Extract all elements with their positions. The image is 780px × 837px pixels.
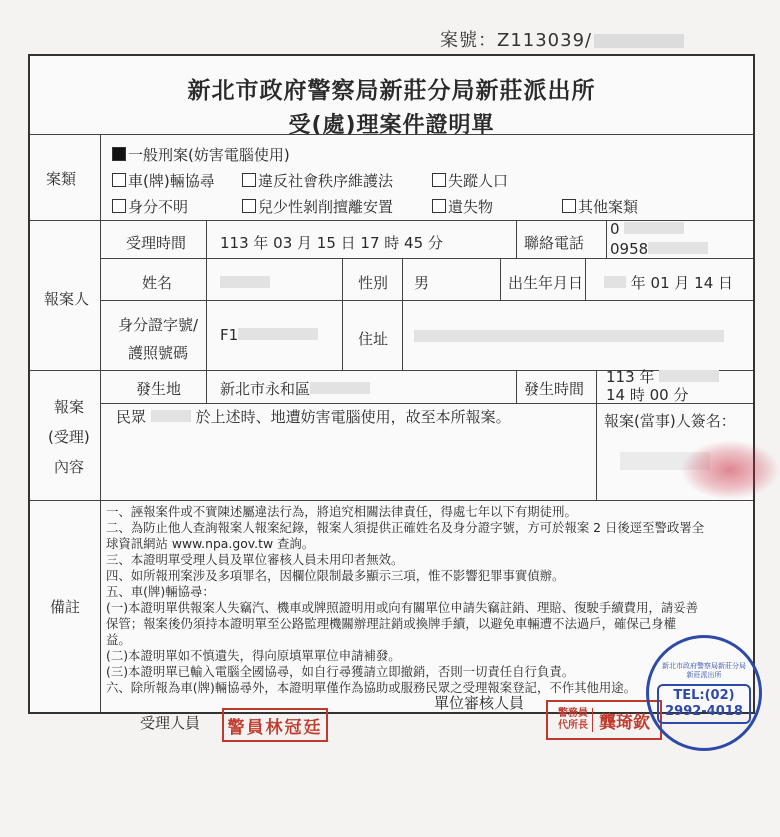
occur-time-line2: 14 時 00 分 bbox=[606, 386, 689, 404]
option-label: 遺失物 bbox=[448, 198, 494, 216]
office-title: 新北市政府警察局新莊分局新莊派出所 bbox=[187, 78, 596, 104]
remark-line: (一)本證明單供報案人失竊汽、機車或牌照證明用或向有關單位申請失竊註銷、理賠、復駛手續費用，請妥善 bbox=[106, 600, 699, 615]
remark-line: 益。 bbox=[106, 632, 131, 647]
occur-date-text: 113 年 bbox=[606, 368, 655, 386]
address-value bbox=[414, 328, 724, 346]
reporter-label: 報案人 bbox=[44, 290, 90, 308]
place-text: 新北市永和區 bbox=[220, 380, 311, 398]
birth-value bbox=[604, 272, 733, 293]
phone-digits: 0958 bbox=[610, 240, 649, 258]
checkbox-icon bbox=[242, 173, 256, 187]
seal-tel-number: 2992-4018 bbox=[665, 704, 743, 719]
remark-line: 一、誣報案件或不實陳述屬違法行為，將追究相關法律責任，得處七年以下有期徒刑。 bbox=[106, 504, 577, 519]
phone-value-2 bbox=[610, 240, 708, 258]
receiver-label: 受理人員 bbox=[140, 714, 201, 732]
redacted-case-number bbox=[594, 34, 684, 48]
police-station-seal bbox=[646, 635, 762, 751]
redacted-name bbox=[220, 276, 270, 288]
checkbox-icon bbox=[242, 199, 256, 213]
remark-line: (二)本證明單如不慎遺失，得向原填單單位申請補發。 bbox=[106, 648, 401, 663]
reviewer-title-2: 代所長 bbox=[558, 720, 588, 731]
form-title: 受(處)理案件證明單 bbox=[288, 113, 495, 138]
redacted-place bbox=[310, 382, 370, 394]
receiver-stamp: 警員林冠廷 bbox=[222, 708, 328, 742]
report-label-1: 報案 bbox=[54, 398, 85, 416]
remark-line: 三、本證明單受理人員及單位審核人員未用印者無效。 bbox=[106, 552, 404, 567]
option-social-order[interactable] bbox=[242, 170, 393, 191]
signature-smear bbox=[680, 440, 780, 500]
redacted-name bbox=[151, 410, 191, 422]
reviewer-label: 單位審核人員 bbox=[434, 694, 525, 712]
accept-time-label: 受理時間 bbox=[126, 234, 187, 252]
accept-time-value: 113 年 03 月 15 日 17 時 45 分 bbox=[220, 234, 443, 252]
checkbox-icon bbox=[112, 173, 126, 187]
case-number: 案號：Z113039/ bbox=[440, 26, 684, 52]
option-lost-item[interactable] bbox=[432, 196, 493, 217]
place-label: 發生地 bbox=[136, 380, 182, 398]
option-other[interactable] bbox=[562, 196, 638, 217]
option-vehicle-search[interactable] bbox=[112, 170, 215, 191]
redacted-id bbox=[238, 328, 318, 340]
reviewer-name: 龔琦欽 bbox=[599, 712, 650, 733]
option-label: 身分不明 bbox=[128, 198, 189, 216]
name-label: 姓名 bbox=[142, 274, 173, 292]
remark-line: 二、為防止他人查詢報案人報案紀錄，報案人須提供正確姓名及身分證字號，方可於報案 2 日後逕至警政署全 bbox=[106, 520, 705, 535]
remark-line: 四、如所報刑案涉及多項罪名，因欄位限制最多顯示三項，惟不影響犯罪事實偵辦。 bbox=[106, 568, 565, 583]
option-missing-person[interactable] bbox=[432, 170, 508, 191]
id-label-line2: 護照號碼 bbox=[128, 344, 189, 362]
seal-ring-text: 新北市政府警察局新莊分局新莊派出所 bbox=[662, 662, 746, 679]
certificate-form bbox=[28, 54, 755, 714]
redacted-address bbox=[414, 330, 724, 342]
option-label: 違反社會秩序維護法 bbox=[258, 172, 394, 190]
gender-label: 性別 bbox=[358, 274, 389, 292]
birth-label: 出生年月日 bbox=[508, 274, 584, 292]
birth-text: 年 01 月 14 日 bbox=[630, 274, 734, 292]
remark-line: (三)本證明單已輸入電腦全國協尋，如自行尋獲請立即撤銷，否則一切責任自行負責。 bbox=[106, 664, 575, 679]
gender-value: 男 bbox=[414, 274, 430, 292]
report-content bbox=[116, 406, 511, 427]
report-label-2: (受理) bbox=[48, 428, 90, 446]
reviewer-title bbox=[558, 708, 593, 732]
reviewer-title-1: 警務員 bbox=[558, 708, 588, 719]
option-label: 其他案類 bbox=[578, 198, 639, 216]
id-label-line1: 身分證字號/ bbox=[118, 316, 199, 334]
checkbox-icon bbox=[432, 173, 446, 187]
option-unknown-identity[interactable] bbox=[112, 196, 188, 217]
phone-value-1 bbox=[610, 220, 684, 238]
option-juvenile[interactable] bbox=[242, 196, 393, 217]
report-label-3: 內容 bbox=[54, 458, 85, 476]
remark-line: 保管；報案後仍須持本證明單至公路監理機關辦理註銷或換牌手續，以避免車輛遭不法過戶，確保己身權 bbox=[106, 616, 676, 631]
reviewer-stamp bbox=[546, 700, 662, 740]
checkbox-icon bbox=[432, 199, 446, 213]
option-label: 車(牌)輛協尋 bbox=[128, 172, 215, 190]
signature-label: 報案(當事)人簽名： bbox=[604, 412, 736, 430]
address-label: 住址 bbox=[358, 330, 389, 348]
selected-case-type-text: 一般刑案(妨害電腦使用) bbox=[128, 146, 290, 164]
option-label: 失蹤人口 bbox=[448, 172, 509, 190]
redacted-birth-year bbox=[604, 276, 626, 288]
content-prefix: 民眾 bbox=[116, 408, 147, 426]
case-type-label: 案類 bbox=[46, 170, 77, 188]
redacted-phone bbox=[648, 242, 708, 254]
seal-center bbox=[657, 684, 751, 724]
occur-time-label: 發生時間 bbox=[524, 380, 585, 398]
remark-line: 球資訊網站 www.npa.gov.tw 查詢。 bbox=[106, 536, 315, 551]
selected-case-type[interactable] bbox=[112, 144, 290, 165]
phone-label: 聯絡電話 bbox=[524, 234, 585, 252]
remark-line: 五、車(牌)輛協尋： bbox=[106, 584, 215, 599]
phone-digits: 0 bbox=[610, 220, 620, 238]
seal-tel-label: TEL:(02) bbox=[673, 688, 735, 703]
remarks-label: 備註 bbox=[50, 598, 81, 616]
id-text: F1 bbox=[220, 326, 239, 344]
option-label: 兒少性剝削擅離安置 bbox=[258, 198, 394, 216]
place-value bbox=[220, 378, 370, 399]
name-value bbox=[220, 274, 270, 292]
redacted-phone bbox=[624, 222, 684, 234]
content-text: 於上述時、地遭妨害電腦使用，故至本所報案。 bbox=[195, 408, 511, 426]
checkbox-icon bbox=[562, 199, 576, 213]
remark-line: 六、除所報為車(牌)輛協尋外，本證明單僅作為協助或服務民眾之受理報案登記，不作其他用途。 bbox=[106, 680, 637, 695]
id-value bbox=[220, 326, 318, 344]
redacted-date bbox=[659, 370, 719, 382]
checked-box-icon bbox=[112, 147, 126, 161]
checkbox-icon bbox=[112, 199, 126, 213]
